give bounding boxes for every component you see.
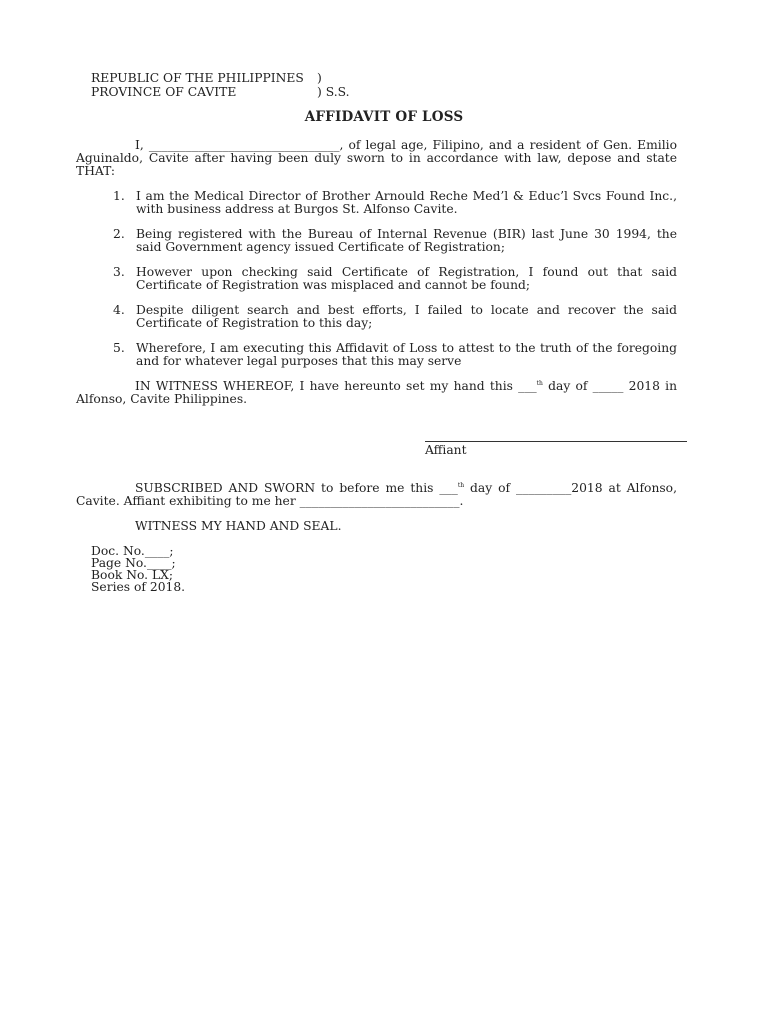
list-item-number: 1. <box>113 189 125 203</box>
list-item-number: 4. <box>113 303 125 317</box>
page-number: Page No.____; <box>91 556 176 570</box>
list-item-number: 3. <box>113 265 125 279</box>
list-item <box>76 304 677 330</box>
intro-pre: I, <box>135 138 149 152</box>
venue-province-row <box>91 86 411 100</box>
list-item-text: Despite diligent search and best efforts, I failed to locate and recover the said Certificate of Registration to this day; <box>136 303 677 330</box>
ordinal-suffix: th <box>457 481 465 489</box>
venue-header <box>91 72 411 100</box>
list-item <box>76 342 677 368</box>
book-number: Book No. LX; <box>91 568 174 582</box>
list-item <box>76 190 677 216</box>
intro-paragraph <box>76 139 677 178</box>
list-item-number: 5. <box>113 341 125 355</box>
ordinal-suffix: th <box>536 379 543 387</box>
hand-and-seal: WITNESS MY HAND AND SEAL. <box>135 519 342 533</box>
list-item <box>76 266 677 292</box>
jurat-part2: day of _________2018 at Alfonso, Cavite. Affiant exhibiting to me her __________________________. <box>76 481 677 508</box>
doc-number: Doc. No.____; <box>91 544 174 558</box>
series-year: Series of 2018. <box>91 580 186 594</box>
affiant-label: Affiant <box>425 443 467 457</box>
venue-paren: ) <box>317 71 322 85</box>
affiant-name-blank: _______________________________ <box>148 138 340 152</box>
list-item-text: Being registered with the Bureau of Internal Revenue (BIR) last June 30 1994, the said Government agency issued Certificate of Registration; <box>136 227 677 254</box>
intro-post: , of legal age, Filipino, and a resident of Gen. Emilio Aguinaldo, Cavite after having been duly sworn to in accordance with law, depose and state THAT: <box>76 138 677 178</box>
witness-part2: day of _____ 2018 in Alfonso, Cavite Philippines. <box>76 379 677 406</box>
witness-part1: IN WITNESS WHEREOF, I have hereunto set my hand this ___ <box>135 379 537 393</box>
list-item-text: Wherefore, I am executing this Affidavit of Loss to attest to the truth of the foregoing and for whatever legal purposes that this may serve <box>136 341 677 368</box>
jurat-paragraph <box>76 482 677 508</box>
venue-province: PROVINCE OF CAVITE <box>91 85 237 99</box>
jurat-part1: SUBSCRIBED AND SWORN to before me this ___ <box>135 481 458 495</box>
list-item-text: I am the Medical Director of Brother Arnould Reche Med’l & Educ’l Svcs Found Inc., with business address at Burgos St. Alfonso Cavite. <box>136 189 677 216</box>
venue-ss: ) S.S. <box>317 85 350 99</box>
list-item <box>76 228 677 254</box>
venue-republic: REPUBLIC OF THE PHILIPPINES <box>91 71 304 85</box>
venue-republic-row <box>91 72 411 86</box>
notarial-register <box>91 545 185 593</box>
signature-line <box>425 441 687 442</box>
list-item-text: However upon checking said Certificate of Registration, I found out that said Certificate of Registration was misplaced and cannot be found; <box>136 265 677 292</box>
document-title: AFFIDAVIT OF LOSS <box>304 109 464 125</box>
witness-paragraph <box>76 380 677 406</box>
statement-list <box>76 190 677 380</box>
list-item-number: 2. <box>113 227 125 241</box>
